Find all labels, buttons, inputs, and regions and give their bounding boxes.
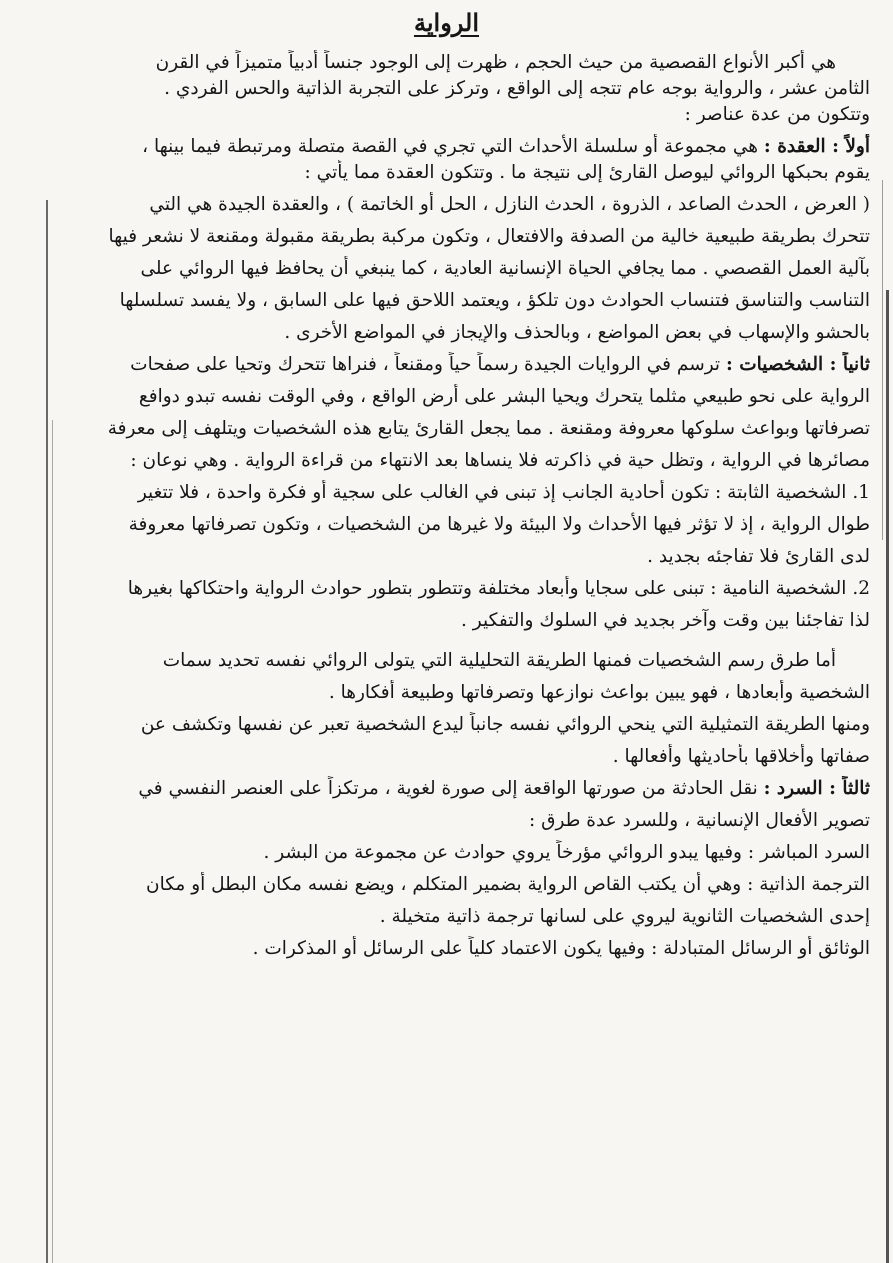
intro-line: الثامن عشر ، والرواية بوجه عام تتجه إلى الواقع ، وتركز على التجربة الذاتية والحس الفردي . <box>164 78 870 99</box>
methods-line: أما طرق رسم الشخصيات فمنها الطريقة التحليلية التي يتولى الروائي نفسه تحديد سمات <box>162 650 836 671</box>
characters-line: تصرفاتها وبواعث سلوكها معروفة ومقنعة . مما يجعل القارئ يتابع هذه الشخصيات ويتلهف إلى معرفة <box>107 418 870 439</box>
page-edge-left-inner <box>52 420 53 1263</box>
dynamic-character-line: لذا تفاجئنا بين وقت وآخر بجديد في السلوك والتفكير . <box>461 610 870 631</box>
plot-line: بالحشو والإسهاب في بعض المواضع ، وبالحذف والإيجاز في المواضع الأخرى . <box>284 322 870 343</box>
plot-line: تتحرك بطريقة طبيعية خالية من الصدفة والافتعال ، وتكون مركبة بطريقة مقبولة ومقنعة لا نشعر فيها <box>108 226 870 247</box>
page-edge-left <box>46 200 48 1263</box>
document-body <box>58 50 870 962</box>
narration-docs-line: الوثائق أو الرسائل المتبادلة : وفيها يكون الاعتماد كلياً على الرسائل أو المذكرات . <box>252 938 870 959</box>
page-edge-right-inner <box>882 180 883 540</box>
characters-text: ترسم في الروايات الجيدة رسماً حياً ومقنعاً ، فنراها تتحرك وتحيا على صفحات <box>130 354 721 375</box>
page-title: الرواية <box>413 8 480 37</box>
plot-line: يقوم بحبكها الروائي ليوصل القارئ إلى نتيجة ما . وتتكون العقدة مما يأتي : <box>304 162 870 183</box>
plot-line: ( العرض ، الحدث الصاعد ، الذروة ، الحدث النازل ، الحل أو الخاتمة ) ، والعقدة الجيدة هي التي <box>149 194 870 215</box>
static-character-line: طوال الرواية ، إذ لا تؤثر فيها الأحداث ولا البيئة ولا غيرها من الشخصيات ، وتكون تصرفاتها معروفة <box>128 514 870 535</box>
dynamic-character-line: 2. الشخصية النامية : تبنى على سجايا وأبعاد مختلفة وتتطور بتطور حوادث الرواية واحتكاكها بغيرها <box>127 578 870 599</box>
plot-line: التناسب والتناسق فتنساب الحوادث دون تلكؤ ، ويعتمد اللاحق فيها على السابق ، ولا يفسد تسلسلها <box>119 290 870 311</box>
plot-label: أولاً : العقدة : <box>763 136 870 157</box>
plot-text: هي مجموعة أو سلسلة الأحداث التي تجري في القصة متصلة ومرتبطة فيما بينها ، <box>142 136 759 157</box>
narration-direct-line: السرد المباشر : وفيها يبدو الروائي مؤرخاً يروي حوادث عن مجموعة من البشر . <box>263 842 870 863</box>
narration-first-line <box>58 776 870 802</box>
narration-line: تصوير الأفعال الإنسانية ، وللسرد عدة طرق : <box>528 810 870 831</box>
page-edge-right <box>886 290 889 1263</box>
plot-first-line <box>58 134 870 160</box>
narration-autobio-line: الترجمة الذاتية : وهي أن يكتب القاص الرواية بضمير المتكلم ، ويضع نفسه مكان البطل أو مكان <box>145 874 870 895</box>
narration-autobio-line: إحدى الشخصيات الثانوية ليروي على لسانها ترجمة ذاتية متخيلة . <box>379 906 870 927</box>
intro-line: وتتكون من عدة عناصر : <box>684 104 870 125</box>
static-character-line: 1. الشخصية الثابتة : تكون أحادية الجانب إذ تبنى في الغالب على سجية أو فكرة واحدة ، فلا تتغير <box>137 482 870 503</box>
intro-line: هي أكبر الأنواع القصصية من حيث الحجم ، ظهرت إلى الوجود جنساً أدبياً متميزاً في القرن <box>155 52 836 73</box>
plot-line: بآلية العمل القصصي . مما يجافي الحياة الإنسانية العادية ، كما ينبغي أن يحافظ فيها الروائي على <box>140 258 870 279</box>
characters-first-line <box>58 352 870 378</box>
methods-line: ومنها الطريقة التمثيلية التي ينحي الروائي نفسه جانباً ليدع الشخصية تعبر عن نفسها وتكشف عن <box>140 714 870 735</box>
narration-label: ثالثاً : السرد : <box>763 778 870 799</box>
static-character-line: لدى القارئ فلا تفاجئه بجديد . <box>647 546 870 567</box>
methods-line: الشخصية وأبعادها ، فهو يبين بواعث نوازعها وتصرفاتها وطبيعة أفكارها . <box>328 682 870 703</box>
narration-text: نقل الحادثة من صورتها الواقعة إلى صورة لغوية ، مرتكزاً على العنصر النفسي في <box>138 778 758 799</box>
characters-label: ثانياً : الشخصيات : <box>725 354 870 375</box>
characters-line: مصائرها في الرواية ، وتظل حية في ذاكرته فلا ينساها بعد الانتهاء من قراءة الرواية . وهي نوعان : <box>130 450 870 471</box>
methods-line: صفاتها وأخلاقها بأحاديثها وأفعالها . <box>612 746 870 767</box>
characters-line: الرواية على نحو طبيعي مثلما يتحرك ويحيا البشر على أرض الواقع ، وفي الوقت نفسه تبدو دوافع <box>138 386 870 407</box>
